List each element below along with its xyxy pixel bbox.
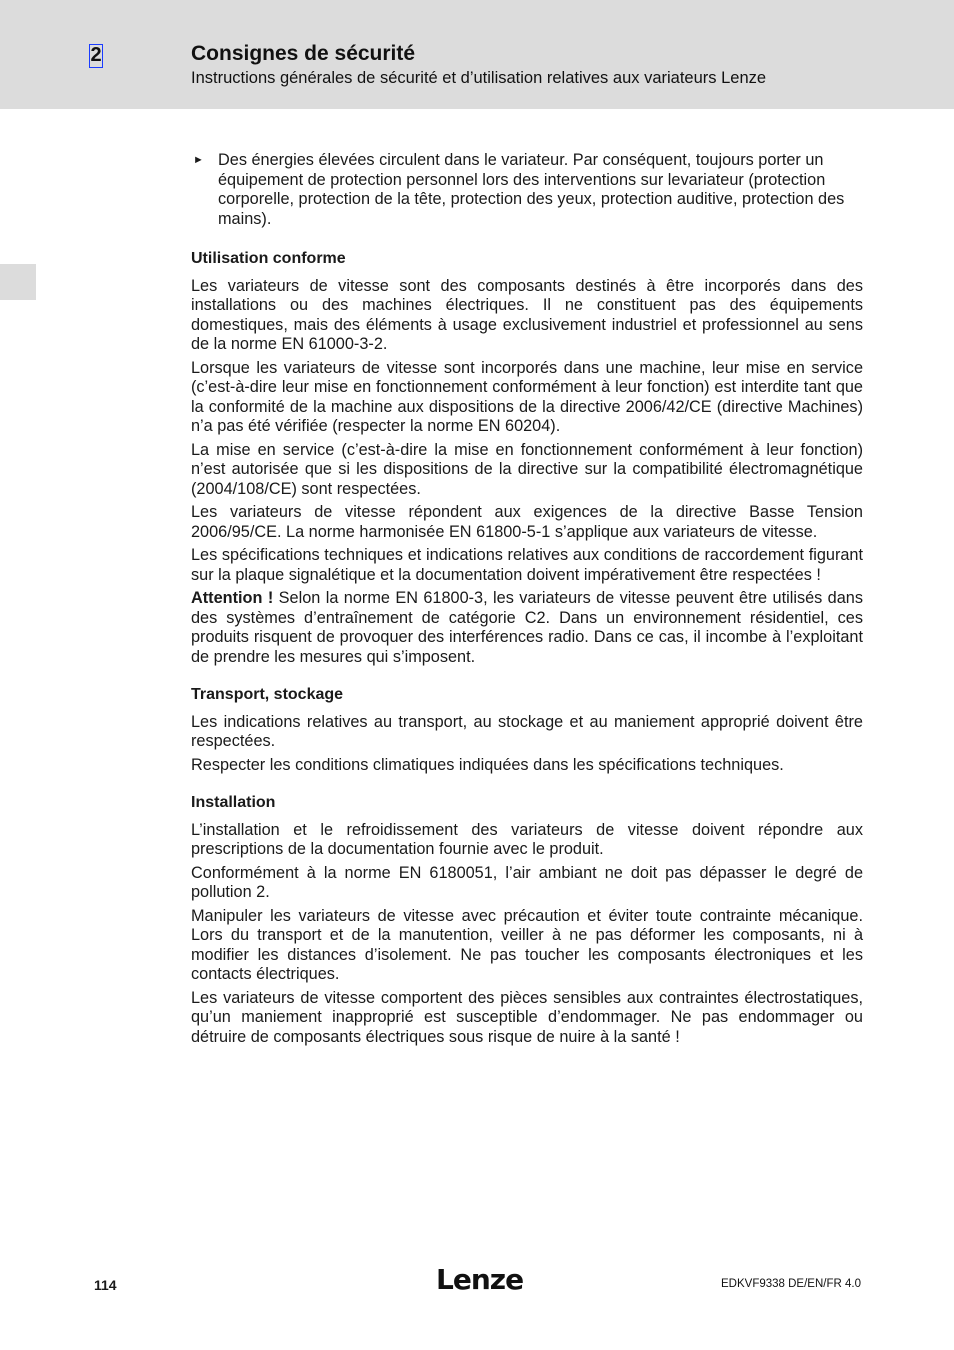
paragraph: Les indications relatives au transport, au stockage et au maniement approprié doivent être respectées. [191, 712, 863, 750]
paragraph: Les variateurs de vitesse comportent des pièces sensibles aux contraintes électrostatiques, qu’un maniement inapproprié est susceptible d’endommager. Ne pas endommager ou détruire de composants électriques sous risque de nuire à la santé ! [191, 988, 863, 1046]
section-transport-stockage [191, 685, 863, 775]
section-heading: Transport, stockage [191, 686, 344, 703]
paragraph: Conformément à la norme EN 6180051, l’air ambiant ne doit pas dépasser le degré de pollution 2. [191, 863, 863, 901]
paragraph: La mise en service (c’est-à-dire la mise en fonctionnement conformément à leur fonction) n’est autorisée que si les dispositions de la directive sur la compatibilité électromagnétique (2004/108/CE) sont respectées. [191, 440, 863, 498]
paragraph: Les variateurs de vitesse répondent aux exigences de la directive Basse Tension 2006/95/CE. La norme harmonisée EN 61800-5-1 s’applique aux variateurs de vitesse. [191, 503, 863, 541]
attention-label: Attention ! [191, 589, 274, 607]
paragraph: Manipuler les variateurs de vitesse avec précaution et éviter toute contrainte mécanique. Lors du transport et de la manutention, veiller à ne pas déformer les composants, ni à modifier les distances d’isolement. Ne pas toucher les composants électroniques et les contacts électriques. [191, 906, 863, 983]
chapter-title: Consignes de sécurité [191, 42, 416, 65]
section-heading: Installation [191, 794, 276, 811]
page-number: 114 [94, 1277, 117, 1293]
section-utilisation-conforme [191, 249, 863, 667]
bullet-text: Des énergies élevées circulent dans le variateur. Par conséquent, toujours porter un équipement de protection personnel lors des interventions sur levariateur (protection corporelle, protection de la tête, protection des yeux, protection auditive, protection des mains). [218, 151, 845, 228]
main-content [191, 151, 863, 1051]
chapter-subtitle: Instructions générales de sécurité et d’utilisation relatives aux variateurs Lenze [191, 69, 767, 87]
paragraph: L’installation et le refroidissement des variateurs de vitesse doivent répondre aux prescriptions de la documentation fournie avec le produit. [191, 820, 863, 858]
paragraph: Les spécifications techniques et indications relatives aux conditions de raccordement figurant sur la plaque signalétique et la documentation doivent impérativement être respectées ! [191, 546, 863, 584]
section-installation [191, 793, 863, 1047]
document-id: EDKVF9338 DE/EN/FR 4.0 [721, 1278, 861, 1290]
attention-text: Selon la norme EN 61800-3, les variateurs de vitesse peuvent être utilisés dans des systèmes d’entraînement de catégorie C2. Dans un environnement résidentiel, ces produits risquent de provoquer des interférences radio. Dans ce cas, il incombe à l’exploitant de prendre les mesures qui s’imposent. [191, 589, 863, 666]
paragraph: Les variateurs de vitesse sont des composants destinés à être incorporés dans des installations ou des machines électriques. Il ne constituent pas des équipements domestiques, mais des éléments à usage exclusivement industriel et professionnel au sens de la norme EN 61000-3-2. [191, 276, 863, 353]
lenze-logo: Lenze [436, 1263, 524, 1296]
page-header [0, 0, 954, 109]
triangle-bullet-icon: ► [193, 154, 204, 166]
paragraph: Respecter les conditions climatiques indiquées dans les spécifications techniques. [191, 755, 784, 774]
chapter-number-link[interactable]: 2 [90, 44, 102, 66]
bullet-item [191, 151, 863, 229]
paragraph: Lorsque les variateurs de vitesse sont incorporés dans une machine, leur mise en service (c’est-à-dire leur mise en fonctionnement conformément à leur fonction) est interdite tant que la conformité de la machine aux dispositions de la directive 2006/42/CE (directive Machines) n’a pas été vérifiée (respecter la norme EN 60204). [191, 358, 863, 435]
side-chapter-tab [0, 264, 36, 300]
section-heading: Utilisation conforme [191, 250, 346, 267]
attention-paragraph [191, 589, 863, 667]
